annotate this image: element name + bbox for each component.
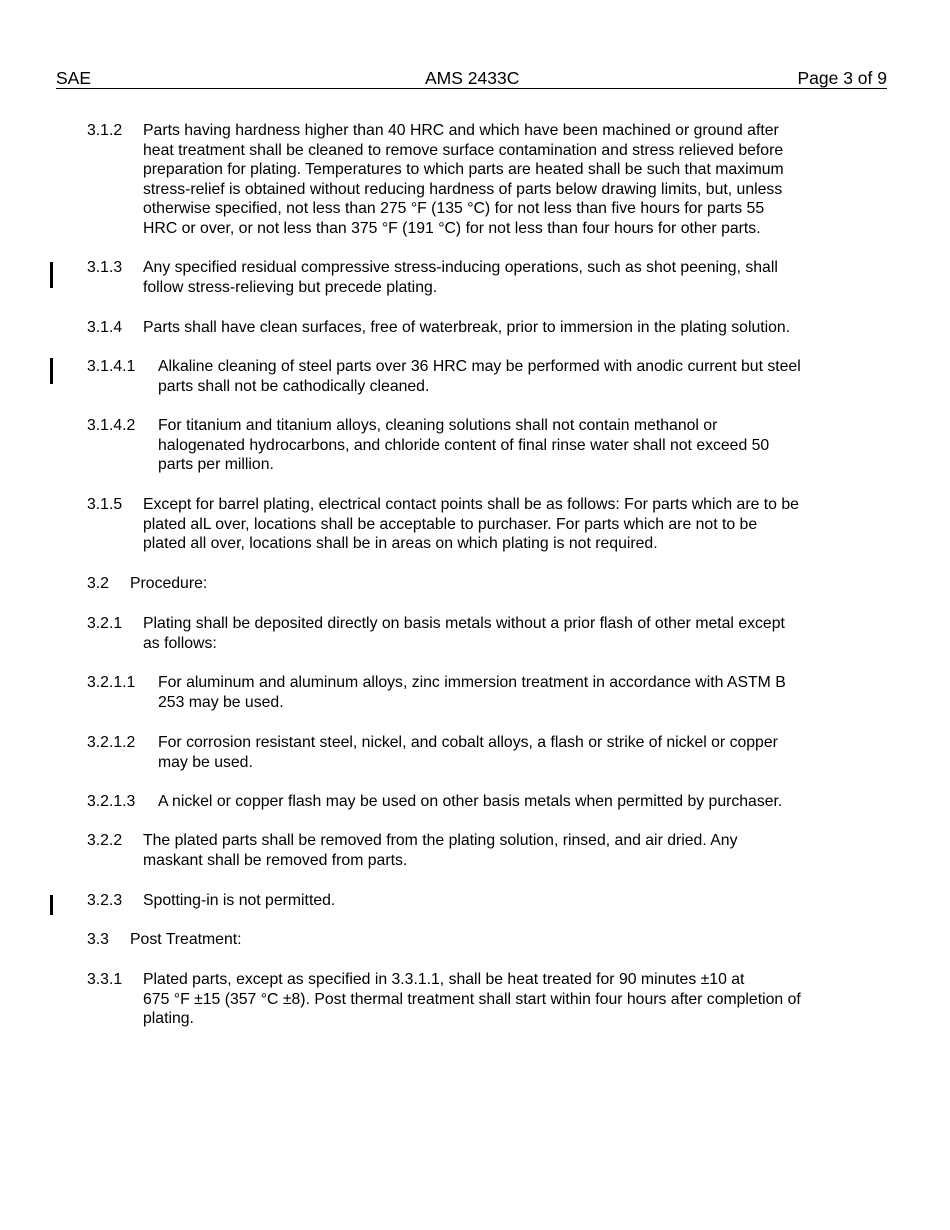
paragraph-line: preparation for plating. Temperatures to which parts are heated shall be such that maximum	[143, 161, 784, 179]
paragraph-number: 3.2.3	[87, 892, 123, 909]
paragraph-line: stress-relief is obtained without reducing hardness of parts below drawing limits, but, unless	[143, 180, 783, 198]
paragraph-line: otherwise specified, not less than 275 °F (135 °C) for not less than five hours for parts 55	[143, 200, 765, 218]
paragraph-line: halogenated hydrocarbons, and chloride content of final rinse water shall not exceed 50	[158, 436, 770, 454]
paragraph-number: 3.1.2	[87, 122, 123, 139]
paragraph-3-2-1-3	[87, 792, 782, 812]
paragraph-line: 675 °F ±15 (357 °C ±8). Post thermal treatment shall start within four hours after completion of	[143, 990, 801, 1008]
paragraph-line: plated all over, locations shall be in areas on which plating is not required.	[143, 535, 658, 553]
page-header	[56, 68, 887, 89]
paragraph-3-1-2	[87, 121, 784, 239]
paragraph-line: HRC or over, or not less than 375 °F (191 °C) for not less than four hours for other parts.	[143, 219, 761, 237]
paragraph-3-1-4-2	[87, 416, 769, 475]
section-number: 3.2	[87, 575, 109, 592]
paragraph-line: Spotting-in is not permitted.	[143, 892, 336, 909]
paragraph-3-3-1	[87, 970, 801, 1029]
paragraph-3-2-1-1	[87, 673, 786, 712]
section-title: Procedure:	[130, 575, 208, 592]
paragraph-number: 3.1.5	[87, 496, 123, 513]
paragraph-line: Parts shall have clean surfaces, free of waterbreak, prior to immersion in the plating solution.	[143, 319, 791, 336]
paragraph-line: parts per million.	[158, 456, 274, 474]
paragraph-3-1-4	[87, 318, 790, 338]
paragraph-line: Alkaline cleaning of steel parts over 36 HRC may be performed with anodic current but steel	[158, 358, 801, 375]
section-number: 3.3	[87, 931, 109, 948]
paragraph-3-2-2	[87, 831, 737, 870]
paragraph-3-2-1	[87, 614, 785, 653]
paragraph-number: 3.2.1.2	[87, 734, 136, 751]
paragraph-number: 3.1.4.2	[87, 417, 136, 434]
paragraph-3-1-5	[87, 495, 799, 554]
paragraph-3-2-1-2	[87, 733, 778, 772]
section-3-2-heading	[87, 574, 207, 594]
revision-change-bar	[50, 895, 53, 915]
paragraph-line: plating.	[143, 1010, 194, 1028]
paragraph-line: Except for barrel plating, electrical contact points shall be as follows: For parts which are to be	[143, 496, 799, 513]
paragraph-number: 3.1.4	[87, 319, 123, 336]
paragraph-line: Any specified residual compressive stress-inducing operations, such as shot peening, shall	[143, 259, 778, 276]
paragraph-number: 3.2.1	[87, 615, 123, 632]
header-organization: SAE	[56, 68, 92, 88]
paragraph-line: For titanium and titanium alloys, cleaning solutions shall not contain methanol or	[158, 417, 718, 434]
paragraph-line: maskant shall be removed from parts.	[143, 851, 408, 869]
paragraph-number: 3.1.4.1	[87, 358, 136, 375]
header-page-number: Page 3 of 9	[797, 68, 887, 88]
paragraph-line: as follows:	[143, 634, 217, 652]
paragraph-number: 3.3.1	[87, 971, 123, 988]
paragraph-line: parts shall not be cathodically cleaned.	[158, 377, 430, 395]
paragraph-line: The plated parts shall be removed from the plating solution, rinsed, and air dried. Any	[143, 832, 738, 849]
paragraph-line: Plated parts, except as specified in 3.3.1.1, shall be heat treated for 90 minutes ±10 at	[143, 971, 745, 988]
section-title: Post Treatment:	[130, 931, 242, 948]
paragraph-3-1-3	[87, 258, 778, 297]
paragraph-number: 3.1.3	[87, 259, 123, 276]
paragraph-line: For aluminum and aluminum alloys, zinc immersion treatment in accordance with ASTM B	[158, 674, 786, 691]
paragraph-number: 3.2.1.3	[87, 793, 136, 810]
paragraph-3-2-3	[87, 891, 335, 911]
paragraph-line: Parts having hardness higher than 40 HRC and which have been machined or ground after	[143, 122, 779, 139]
revision-change-bar	[50, 262, 53, 288]
paragraph-line: 253 may be used.	[158, 693, 284, 711]
paragraph-line: heat treatment shall be cleaned to remove surface contamination and stress relieved before	[143, 141, 784, 159]
paragraph-number: 3.2.2	[87, 832, 123, 849]
paragraph-number: 3.2.1.1	[87, 674, 136, 691]
paragraph-line: A nickel or copper flash may be used on other basis metals when permitted by purchaser.	[158, 793, 783, 810]
header-document-number: AMS 2433C	[425, 68, 520, 88]
section-3-3-heading	[87, 930, 242, 950]
revision-change-bar	[50, 358, 53, 384]
paragraph-line: Plating shall be deposited directly on basis metals without a prior flash of other metal except	[143, 615, 785, 632]
paragraph-line: may be used.	[158, 753, 253, 771]
paragraph-line: follow stress-relieving but precede plating.	[143, 278, 438, 296]
paragraph-3-1-4-1	[87, 357, 801, 396]
paragraph-line: For corrosion resistant steel, nickel, and cobalt alloys, a flash or strike of nickel or copper	[158, 734, 778, 751]
paragraph-line: plated alL over, locations shall be acceptable to purchaser. For parts which are not to be	[143, 515, 758, 533]
